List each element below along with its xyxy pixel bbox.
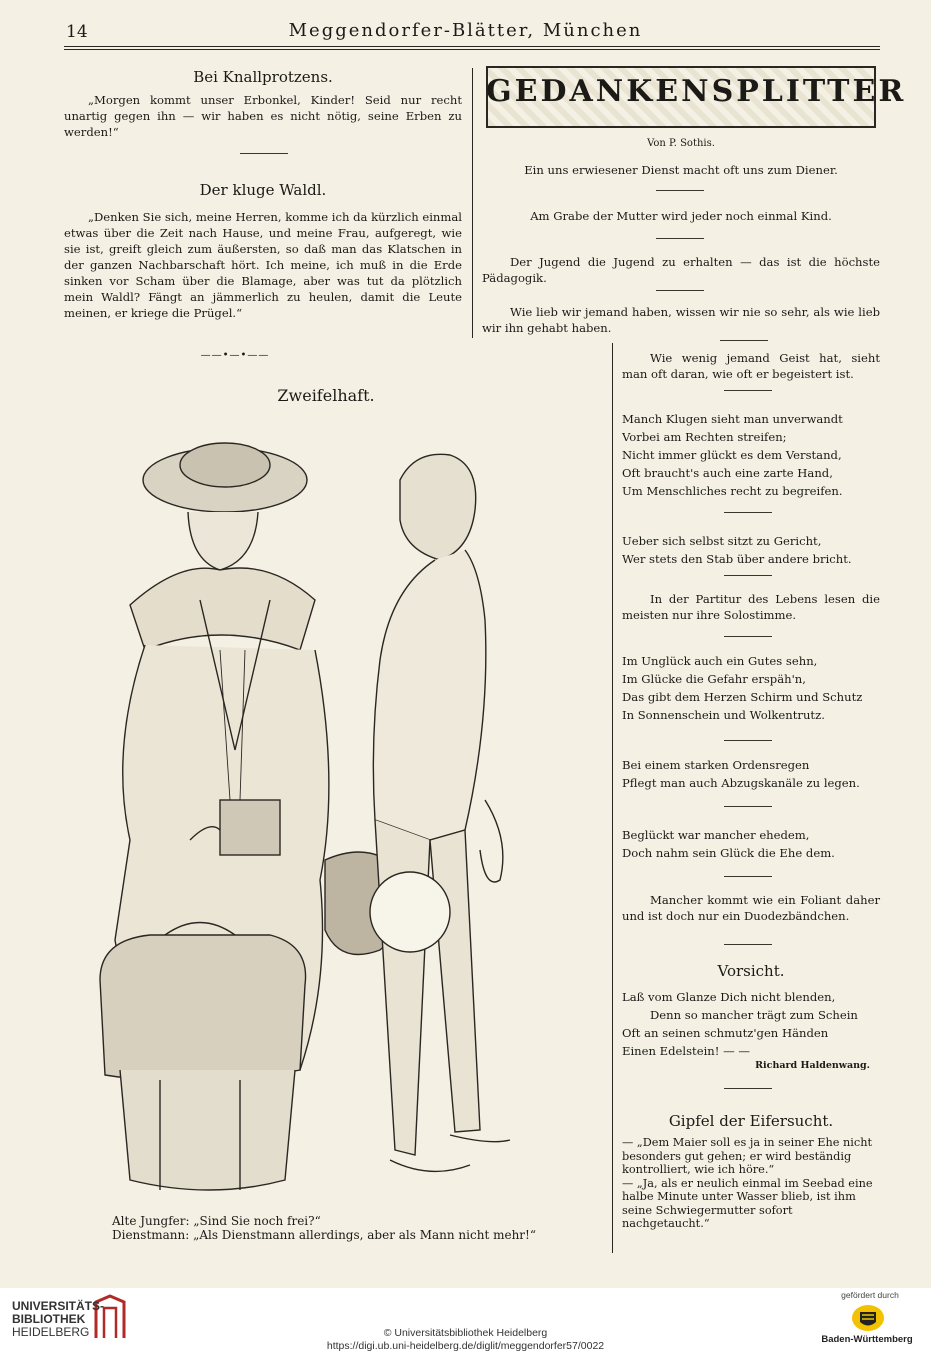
byline: Von P. Sothis.: [647, 138, 715, 149]
poem-line: Nicht immer glückt es dem Verstand,: [622, 448, 842, 462]
dialogue-line: — „Ja, als er neulich einmal im Seebad eine halbe Minute unter Wasser blieb, ist ihm seine Schwiegermutter sofort nachgetaucht.“: [622, 1176, 873, 1230]
separator: [656, 238, 704, 239]
cartoon-caption: [112, 1214, 592, 1242]
caption-line: Dienstmann: „Als Dienstmann allerdings, aber als Mann nicht mehr!“: [112, 1228, 536, 1242]
poem-line: Das gibt dem Herzen Schirm und Schutz: [622, 690, 863, 704]
anecdote-knallprotzens: „Morgen kommt unser Erbonkel, Kinder! Seid nur recht unartig gegen ihn — wir haben es nicht nötig, seine Erben zu werden!“: [64, 93, 462, 139]
poem-line: Manch Klugen sieht man unverwandt: [622, 412, 843, 426]
poem-line: Um Menschliches recht zu begreifen.: [622, 484, 843, 498]
section-title-knallprotzens: Bei Knallprotzens.: [193, 68, 333, 86]
separator: [656, 290, 704, 291]
aphorism: In der Partitur des Lebens lesen die meisten nur ihre Solostimme.: [622, 592, 880, 622]
column-divider-lower: [612, 343, 613, 1253]
journal-title: Meggendorfer-Blätter, München: [288, 20, 643, 41]
aphorism-line: Pflegt man auch Abzugskanäle zu legen.: [622, 776, 860, 790]
aphorism: [622, 826, 880, 862]
aphorism: Wie lieb wir jemand haben, wissen wir nie so sehr, als wie lieb wir ihn gehabt haben.: [482, 305, 880, 335]
poem: [622, 410, 880, 500]
library-name-line: HEIDELBERG: [12, 1325, 90, 1339]
section-title-zweifelhaft: Zweifelhaft.: [277, 386, 375, 405]
poem-line: Im Unglück auch ein Gutes sehn,: [622, 654, 818, 668]
library-name-line: UNIVERSITÄTS-: [12, 1299, 105, 1313]
aphorism-line: Ueber sich selbst sitzt zu Gericht,: [622, 534, 822, 548]
poem-line: In Sonnenschein und Wolkentrutz.: [622, 708, 825, 722]
separator: [724, 740, 772, 741]
aphorism: Ein uns erwiesener Dienst macht oft uns zum Diener.: [524, 163, 838, 177]
header-rule: [64, 46, 880, 47]
separator: [240, 153, 288, 154]
separator: [724, 876, 772, 877]
poem: [622, 652, 880, 724]
funding-note: gefördert durch: [841, 1290, 899, 1300]
poem-line: Im Glücke die Gefahr erspäh'n,: [622, 672, 806, 686]
poem-line: Laß vom Glanze Dich nicht blenden,: [622, 990, 836, 1004]
aphorism-line: Doch nahm sein Glück die Ehe dem.: [622, 846, 835, 860]
poem-line: Vorbei am Rechten streifen;: [622, 430, 787, 444]
poem-line: Oft braucht's auch eine zarte Hand,: [622, 466, 833, 480]
aphorism: [622, 756, 880, 792]
copyright-text: © Universitätsbibliothek Heidelberg: [383, 1327, 548, 1339]
aphorism-line: Wer stets den Stab über andere bricht.: [622, 552, 852, 566]
header-rule-2: [64, 49, 880, 50]
poem-line: Einen Edelstein! — —: [622, 1044, 750, 1058]
separator: [724, 512, 772, 513]
page-number: 14: [66, 22, 88, 42]
coat-of-arms-icon: [850, 1303, 886, 1333]
ornament-divider: ——•—•——: [200, 350, 270, 361]
gedankensplitter-logo: GEDANKENSPLITTER: [486, 74, 907, 109]
separator: [724, 806, 772, 807]
library-name-line: BIBLIOTHEK: [12, 1312, 86, 1326]
separator: [724, 390, 772, 391]
poem-vorsicht: [622, 988, 880, 1060]
aphorism: Wie wenig jemand Geist hat, sieht man oft daran, wie oft er begeistert ist.: [622, 351, 880, 381]
dialogue-eifersucht: [622, 1136, 880, 1231]
separator: [724, 944, 772, 945]
anecdote-waldl: „Denken Sie sich, meine Herren, komme ich da kürzlich einmal etwas über die Zeit nach Hause, und meine Frau, aufgeregt, wie sie ist, greift gleich zum äußersten, so daß man das Klatschen in der ganzen Nachbarschaft hört. Ich meine, ich muß in die Erde sinken vor Scham über die Blamage, aber was tut da plötzlich mein Waldl? Fängt an jämmerlich zu heulen, damit die Leute meinen, er kriege die Prügel.“: [64, 210, 462, 320]
poem-line: Oft an seinen schmutz'gen Händen: [622, 1026, 829, 1040]
caption-line: Alte Jungfer: „Sind Sie noch frei?“: [112, 1214, 321, 1228]
section-title-waldl: Der kluge Waldl.: [199, 181, 327, 199]
dialogue-line: — „Dem Maier soll es ja in seiner Ehe nicht besonders gut gehen; er wird beständig kontrolliert, wie ich höre.“: [622, 1136, 873, 1176]
aphorism: Der Jugend die Jugend zu erhalten — das ist die höchste Pädagogik.: [482, 255, 880, 285]
permalink[interactable]: https://digi.ub.uni-heidelberg.de/diglit/meggendorfer57/0022: [326, 1340, 605, 1352]
aphorism-line: Beglückt war mancher ehedem,: [622, 828, 810, 842]
porter-figure: [370, 454, 510, 1171]
aphorism: [622, 532, 880, 568]
column-divider: [472, 68, 473, 338]
poem-title-vorsicht: Vorsicht.: [717, 962, 785, 980]
credits: [0, 1327, 931, 1353]
separator: [724, 575, 772, 576]
poem-line: Denn so mancher trägt zum Schein: [650, 1008, 858, 1022]
aphorism: Mancher kommt wie ein Foliant daher und ist doch nur ein Duodezbändchen.: [622, 893, 880, 923]
separator: [724, 1088, 772, 1089]
poem-author: Richard Haldenwang.: [755, 1060, 870, 1071]
funding-state: Baden-Württemberg: [821, 1334, 913, 1345]
illustration-old-maid-and-porter: [70, 420, 590, 1208]
separator: [724, 636, 772, 637]
aphorism: Am Grabe der Mutter wird jeder noch einmal Kind.: [530, 209, 832, 223]
separator: [656, 190, 704, 191]
section-title-eifersucht: Gipfel der Eifersucht.: [668, 1112, 834, 1130]
separator: [720, 340, 768, 341]
aphorism-line: Bei einem starken Ordensregen: [622, 758, 810, 772]
